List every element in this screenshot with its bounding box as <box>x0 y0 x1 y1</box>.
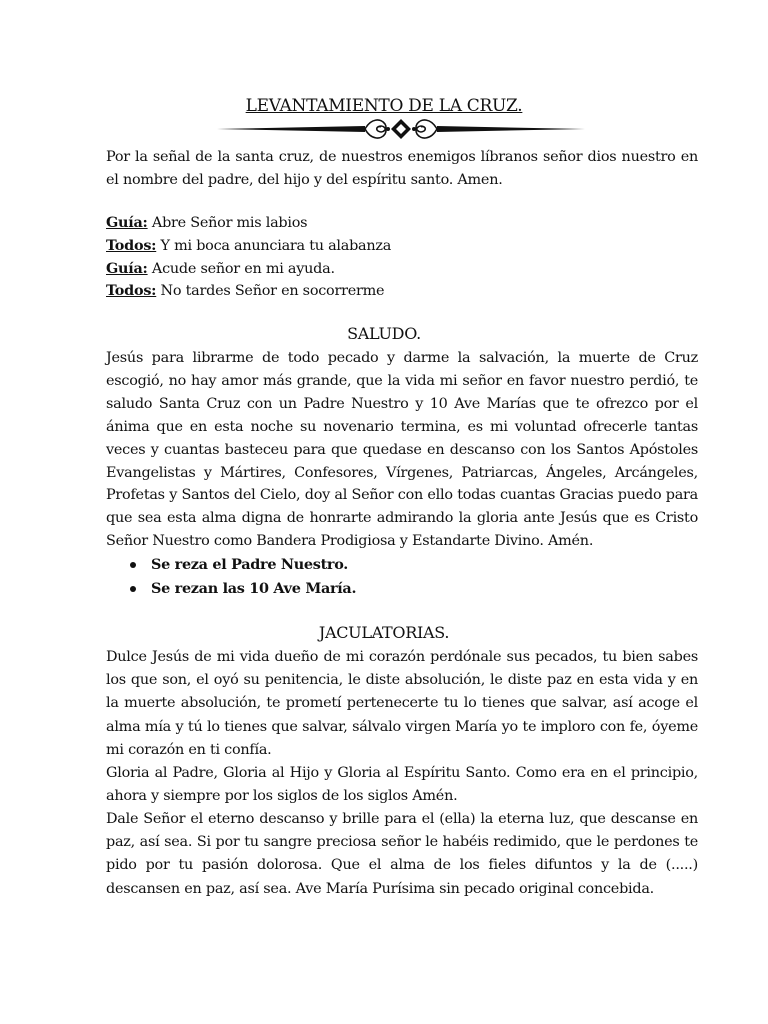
response-text: Abre Señor mis labios <box>147 215 308 231</box>
saludo-text: Jesús para librarme de todo pecado y darme la salvación, la muerte de Cruz escogió, no hay amor más grande, que la vida mi señor en favor nuestro perdió, te saludo Santa Cruz con un Padre Nuestro y 10 Ave Marías que te ofrezco por el ánima que en esta noche su novenario termina, es mi voluntad ofrecerle tantas veces y cuantas basteceu para que quedase en descanso con los Santos Apóstoles Evangelistas y Mártires, Confesores, Vírgenes, Patriarcas, Ángeles, Arcángeles, Profetas y Santos del Cielo, doy al Señor con ello todas cuantas Gracias puedo para que sea esta alma digna de honrarte admirando la gloria ante Jesús que es Cristo Señor Nuestro como Bandera Prodigiosa y Estandarte Divino. Amén. <box>106 350 698 550</box>
saludo-heading: SALUDO. <box>347 324 421 343</box>
speaker-label: Todos: <box>106 282 157 300</box>
jaculatoria-paragraph: Dulce Jesús de mi vida dueño de mi corazón perdónale sus pecados, tu bien sabes los que son, el oyó su penitencia, le diste absolución, le diste paz en esta vida y en la muerte absolución, te prometí pertenecerte tu lo tienes que salvar, así acoge el alma mía y tú lo tienes que salvar, sálvalo virgen María yo te imploro con fe, óyeme mi corazón en ti confía. <box>106 649 698 758</box>
prayer-instructions <box>128 553 356 601</box>
list-item: Se reza el Padre Nuestro. <box>128 553 356 577</box>
speaker-label: Todos: <box>106 236 157 254</box>
responsory-line <box>106 280 698 303</box>
responsory-line <box>106 258 698 281</box>
requiem-paragraph: Dale Señor el eterno descanso y brille para el (ella) la eterna luz, que descanse en paz, así sea. Si por tu sangre preciosa señor le habéis redimido, que le perdones te pido por tu pasión dolorosa. Que el alma de los fieles difuntos y la de (.....) descansen en paz, así sea. Ave María Purísima sin pecado original concebida. <box>106 811 698 897</box>
responsory-line <box>106 235 698 258</box>
list-item: Se rezan las 10 Ave María. <box>128 577 356 601</box>
response-text: No tardes Señor en socorrerme <box>156 283 385 300</box>
response-text: Y mi boca anunciara tu alabanza <box>156 237 392 254</box>
ornamental-divider <box>215 116 587 142</box>
page-title: LEVANTAMIENTO DE LA CRUZ. <box>245 96 523 116</box>
responsory-line <box>106 212 698 235</box>
response-text: Acude señor en mi ayuda. <box>147 260 335 277</box>
jaculatorias-heading: JACULATORIAS. <box>318 623 450 642</box>
speaker-label: Guía: <box>106 259 148 277</box>
gloria-paragraph: Gloria al Padre, Gloria al Hijo y Gloria al Espíritu Santo. Como era en el principio, ahora y siempre por los siglos de los siglos Amén. <box>106 765 698 805</box>
speaker-label: Guía: <box>106 214 148 231</box>
opening-prayer: Por la señal de la santa cruz, de nuestros enemigos líbranos señor dios nuestro en el nombre del padre, del hijo y del espíritu santo. Amen. <box>106 149 698 188</box>
responsory <box>106 212 698 303</box>
